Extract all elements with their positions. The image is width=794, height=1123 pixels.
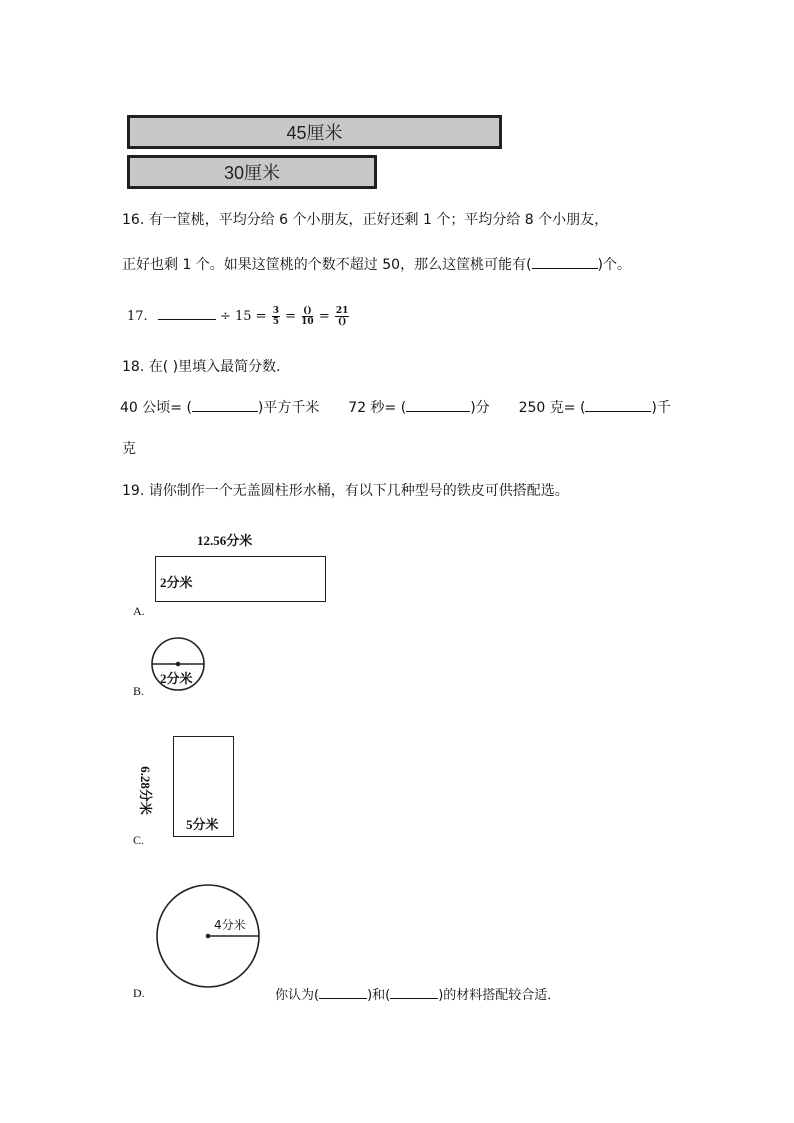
- q16-line2-post: )个。: [597, 257, 632, 273]
- q17-f2-den: 10: [301, 317, 314, 327]
- q19-answer-blank-2[interactable]: [390, 984, 438, 999]
- q19-answer-blank-1[interactable]: [319, 984, 367, 999]
- option-d-circle: [155, 882, 263, 990]
- option-c-letter: C.: [133, 833, 145, 847]
- q17-f2-num: (): [303, 306, 312, 316]
- option-c-side-label: 6.28分米: [137, 766, 153, 815]
- q17-line: [127, 305, 350, 327]
- q18-item2-pre: 72 秒= (: [348, 400, 407, 416]
- q18-item1-pre: 40 公顷= (: [120, 400, 192, 416]
- q18-item3-post: )千: [651, 400, 671, 416]
- q17-f3-den: (): [337, 317, 347, 327]
- q19-answer-pre: 你认为(: [275, 988, 320, 1003]
- q18-title: 18. 在( )里填入最简分数．: [122, 359, 291, 375]
- q18-item2-blank[interactable]: [406, 397, 470, 412]
- q18-item1-post: )平方千米: [257, 400, 320, 416]
- q16-line1: 16. 有一筐桃，平均分给 6 个小朋友，正好还剩 1 个；平均分给 8 个小朋友，: [122, 212, 609, 228]
- q19-answer-post: )的材料搭配较合适．: [438, 988, 561, 1003]
- option-a-side-label: 2分米: [160, 575, 193, 590]
- q17-f3-num: 21: [335, 306, 349, 316]
- bar-30cm: [127, 155, 377, 189]
- q17-eq2: =: [318, 309, 330, 324]
- q17-fraction-3: [335, 306, 350, 327]
- q19-answer-line: [275, 984, 560, 1006]
- q16-line2-pre: 正好也剩 1 个。如果这筐桃的个数不超过 50，那么这筐桃可能有(: [122, 257, 532, 273]
- q17-number: 17.: [127, 309, 148, 324]
- q18-item3-pre: 250 克= (: [518, 400, 586, 416]
- q17-eq1: =: [285, 309, 297, 324]
- q18-item2-post: )分: [470, 400, 490, 416]
- q17-operator: ÷ 15 =: [219, 309, 267, 324]
- q18-items: [120, 397, 671, 418]
- option-b-label: 2分米: [160, 671, 193, 686]
- bar-45cm: [127, 115, 502, 149]
- q16-line2: [122, 254, 631, 275]
- q17-fraction-2: [301, 306, 314, 327]
- q16-answer-blank[interactable]: [532, 254, 598, 269]
- bar-30cm-label: 30厘米: [223, 163, 281, 183]
- q18-item3-blank[interactable]: [585, 397, 651, 412]
- q17-f1-num: 3: [272, 306, 279, 316]
- option-d-letter: D.: [133, 986, 145, 1000]
- q19-answer-mid: )和(: [367, 988, 391, 1003]
- option-c-bottom-label: 5分米: [186, 817, 219, 832]
- q17-answer-blank[interactable]: [158, 305, 216, 320]
- q17-f1-den: 5: [272, 317, 279, 327]
- option-b-letter: B.: [133, 684, 145, 698]
- q18-item1-blank[interactable]: [192, 397, 258, 412]
- option-a-letter: A.: [133, 604, 145, 618]
- option-a-top-label: 12.56分米: [197, 533, 253, 548]
- option-d-label: 4分米: [214, 918, 246, 932]
- q19-title: 19. 请你制作一个无盖圆柱形水桶，有以下几种型号的铁皮可供搭配选。: [122, 483, 569, 499]
- q17-fraction-1: [272, 306, 280, 327]
- bar-45cm-label: 45厘米: [286, 123, 343, 143]
- q18-wrap: 克: [122, 441, 136, 457]
